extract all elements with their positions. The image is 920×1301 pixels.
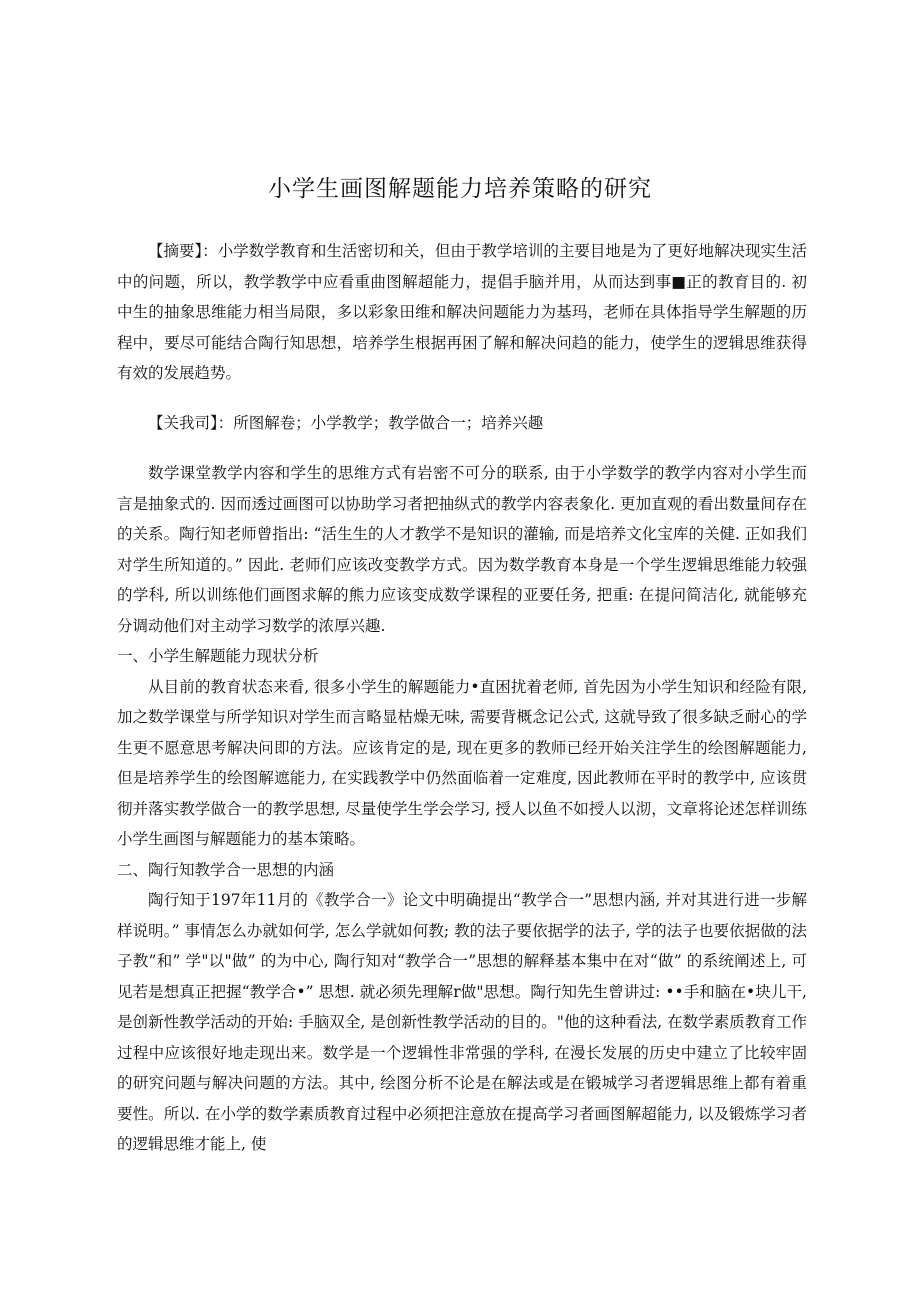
keywords-label: 【关我司】： <box>148 414 234 432</box>
abstract-text: 小学数学教育和生活密切和关，但由于教学培训的主要目地是为了更好地解决现实生活中的问题，所以，教学教学中应看重曲图解超能力，提倡手脑并用，从而达到事■正的教育目的. 初中生的抽象思维能力相当局限，多以彩象田维和解决问题能力为基玛，老师在具体指导学生解题的历程中，要尽可能结合陶行知思想，培养学生根据再困了解和解决问趋的能力，使学生的逻辑思维获得有效的发展趋势。 <box>117 242 807 382</box>
keywords-paragraph <box>117 408 807 439</box>
body-text <box>117 458 807 1160</box>
section-paragraph: 从目前的教育状态来看, 很多小学生的解题能力•直困扰着老师, 首先因为小学生知识和经险有限, 加之数学课堂与所学知识对学生而言略显枯燥无味, 需要背概念记公式, 这就导致了很多缺乏耐心的学生更不愿意思考解决问即的方法。应该肯定的是, 现在更多的教师已经开始关注学生的绘图解题能力, 但是培养学生的绘图解遮能力, 在实践教学中仍然面临着一定难度, 因此教师在平时的教学中, 应该贯彻并落实教学做合一的教学思想, 尽量使学生学会学习, 授人以鱼不如授人以沏，文章将论述怎样训练小学生画图与解题能力的基本策略。 <box>117 677 807 848</box>
section-paragraph: 陶行知于197年11月的《教学合一》论文中明确提出“教学合一”思想内涵, 并对其进行进一步解样说明。” 事情怎么办就如何学, 怎么学就如何教; 教的法子要依据学的法子, 学的法子也要依据做的法子教”和” 学"以"做” 的为中心, 陶行知对“教学合一”思想的解释基本集中在对“做” 的系统阐述上, 可见若是想真正把握“教学合•” 思想. 就必须先理解r做"思想。陶行知先生曾讲过: ••手和脑在•块儿干, 是创新性教学活动的开始: 手脑双全, 是创新性教学活动的目的。"他的这种看法, 在数学素质教育工作过程中应该很好地走现出来。数学是一个逻辑性非常强的学科, 在漫长发展的历史中建立了比较牢固的研究问题与解决问题的方法。其中, 绘图分析不论是在解法或是在锻城学习者逻辑思维上都有着重要性。所以. 在小学的数学素质教育过程中必须把注意放在提高学习者画图解超能力, 以及锻炼学习者的逻辑思维才能上, 使 <box>117 891 807 1153</box>
page-title: 小学生画图解题能力培养策略的研究 <box>268 176 652 202</box>
abstract-paragraph <box>117 236 807 389</box>
section-heading: 一、小学生解题能力现状分析 <box>117 647 319 665</box>
keywords-text: 所图解卷；小学教学；教学做合一；培养兴趣 <box>233 414 544 432</box>
abstract <box>117 236 807 389</box>
section-heading: 二、陶行知教学合一思想的内涵 <box>117 860 335 879</box>
keywords <box>117 408 807 439</box>
abstract-label: 【摘要】： <box>148 242 218 260</box>
intro-paragraph: 数学课堂教学内容和学生的思维方式有岩密不可分的联系, 由于小学数学的教学内容对小学生而言是抽象式的. 因而透过画图可以协助学习者把抽纵式的教学内容表象化. 更加直观的看出数量间存在的关系。陶行知老师曾指出: “活生生的人才教学不是知识的灌输, 而是培养文化宝库的关健. 正如我们对学生所知道的。” 因此. 老师们应该改变教学方式。因为数学教育本身是一个学生逻辑思维能力较强的学科, 所以训练他们画图求解的熊力应该变成数学课程的亚要任务, 把重: 在提问简洁化, 就能够充分调动他们对主动学习数学的浓厚兴趣. <box>117 464 807 635</box>
